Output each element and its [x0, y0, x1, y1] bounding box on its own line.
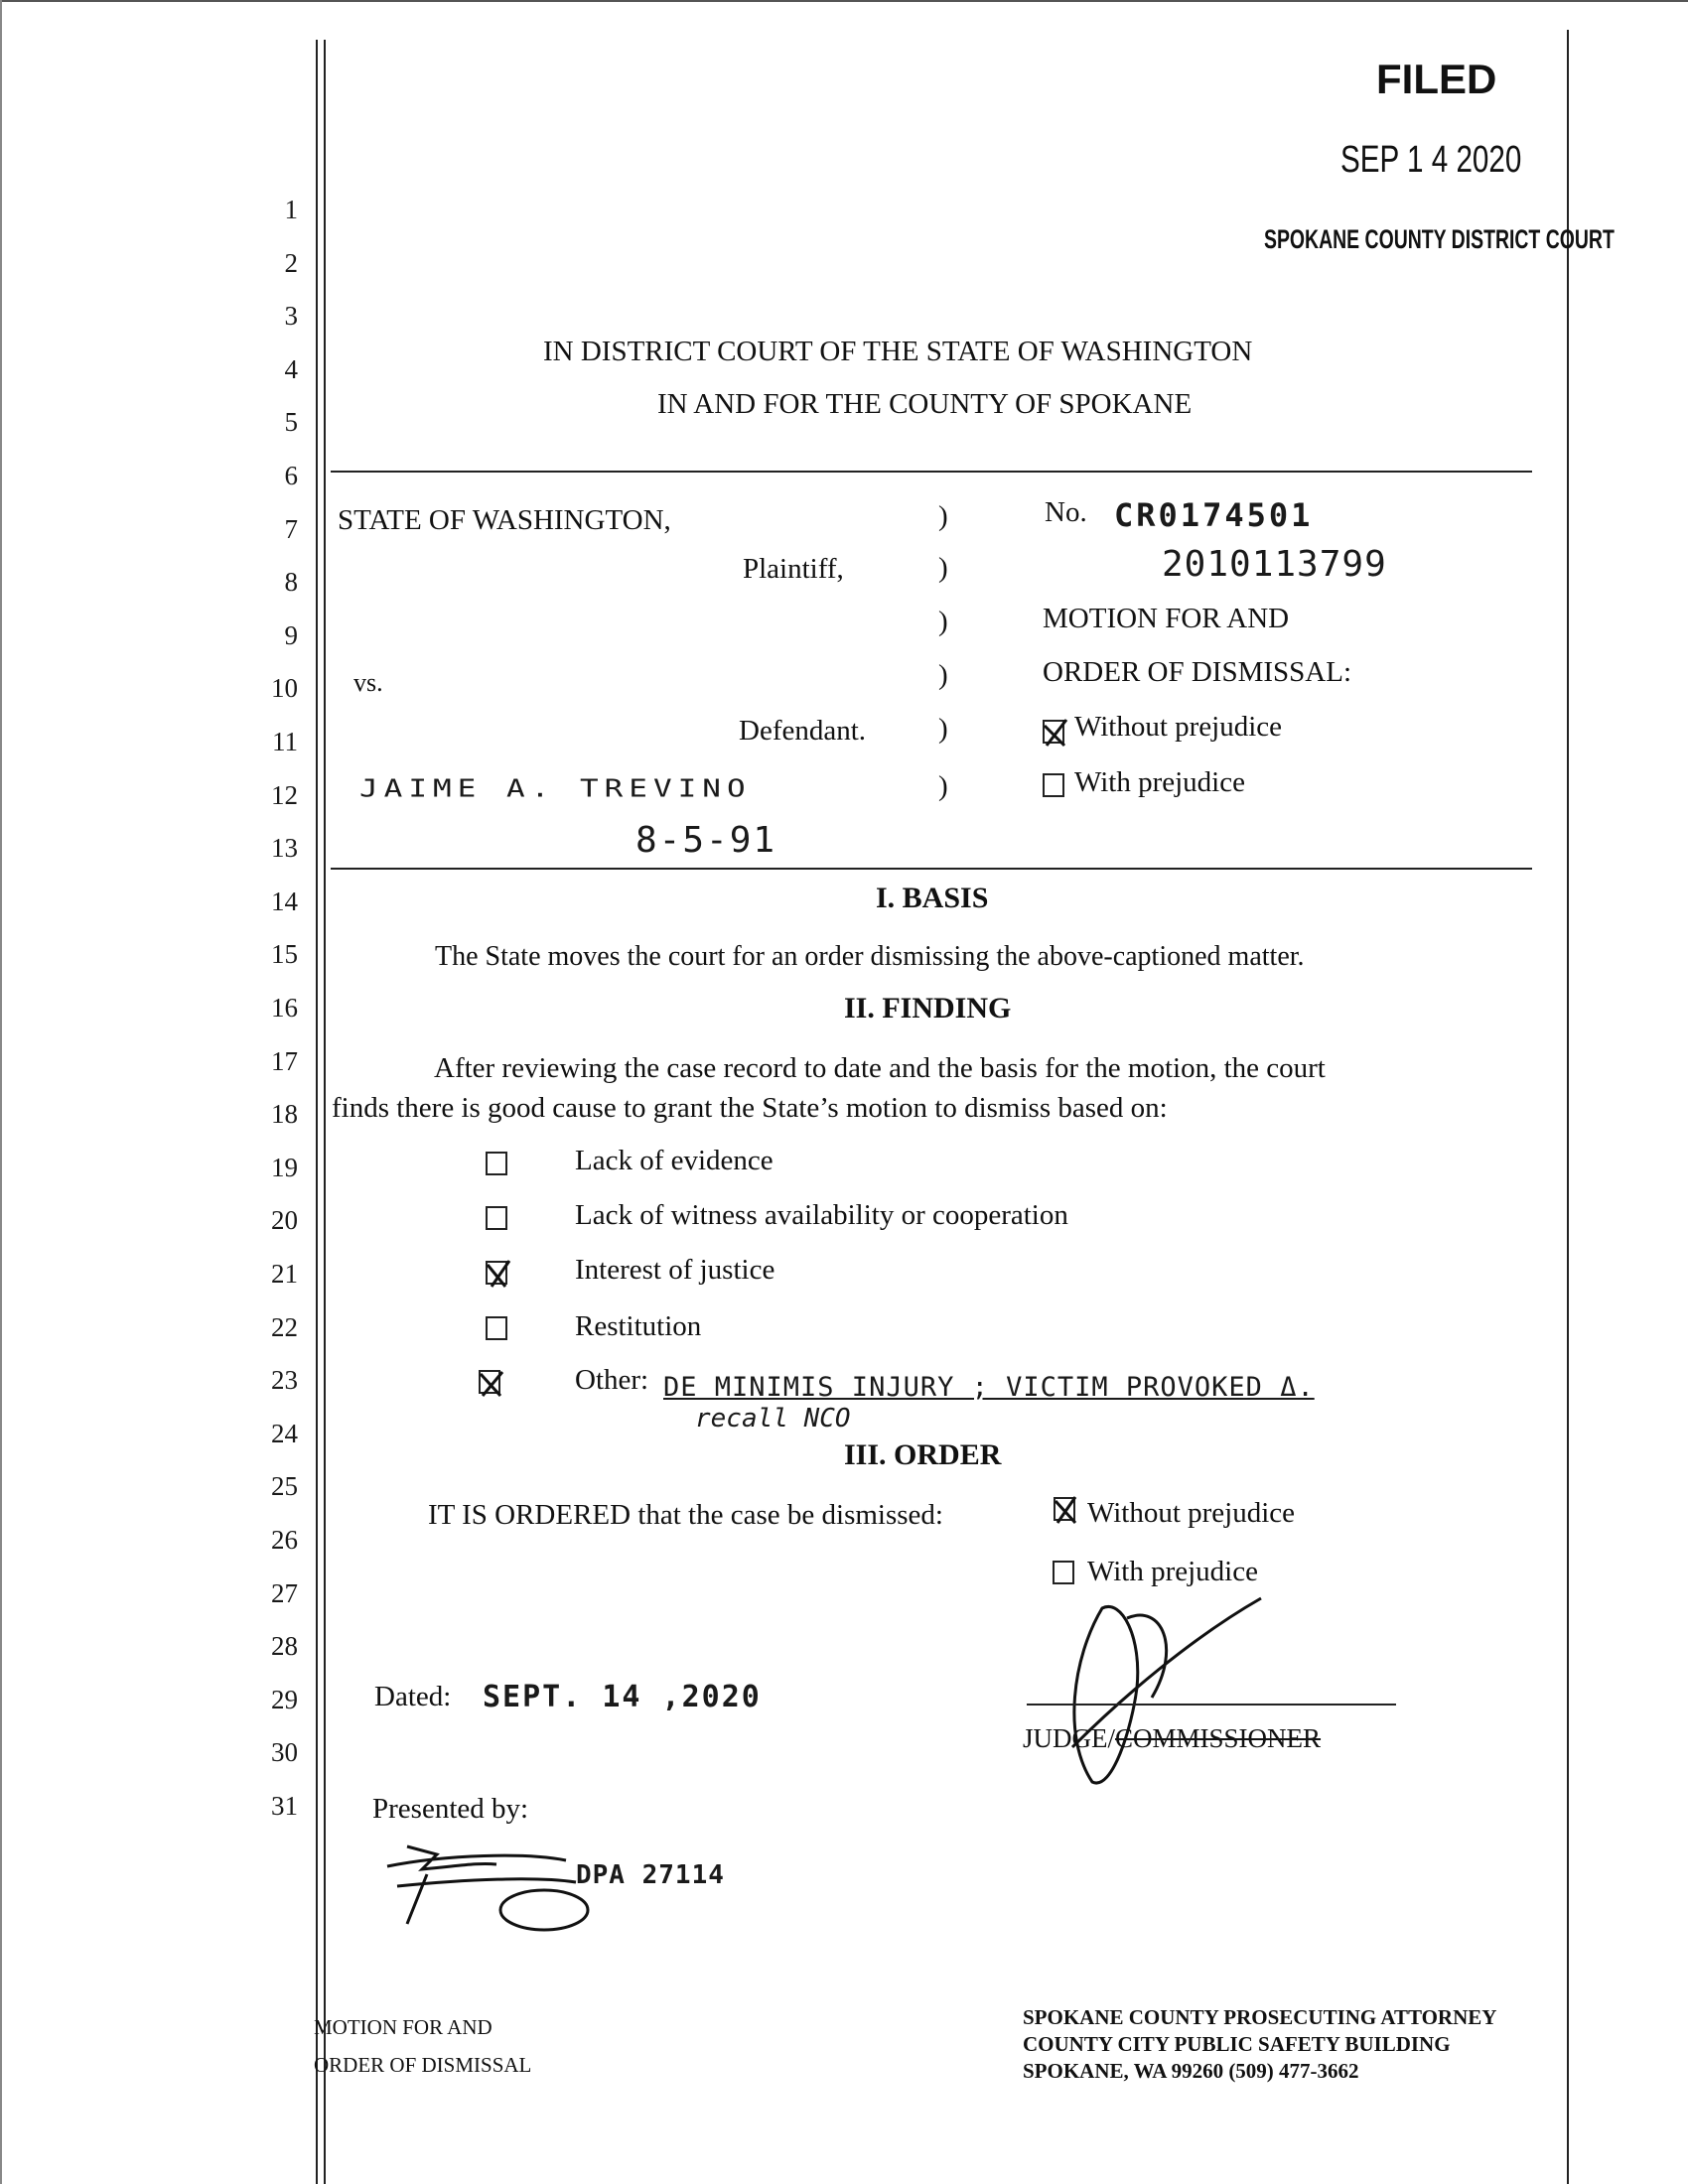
- checkmark-icon: [1052, 1493, 1083, 1527]
- footer-right-line2: COUNTY CITY PUBLIC SAFETY BUILDING: [1023, 2032, 1451, 2056]
- order-without-prejudice-checkbox[interactable]: [1054, 1497, 1075, 1521]
- margin-rule-right: [1567, 30, 1569, 2184]
- line-number: 14: [271, 887, 298, 916]
- finding-option-3-checkbox[interactable]: [486, 1316, 507, 1340]
- finding-option-1-checkbox[interactable]: [486, 1206, 507, 1230]
- line-number: 31: [271, 1791, 298, 1821]
- line-number: 10: [271, 673, 298, 703]
- order-with-prejudice-label: With prejudice: [1087, 1556, 1258, 1587]
- caption-paren-8: ): [938, 552, 948, 584]
- order-heading: III. ORDER: [844, 1438, 1002, 1471]
- caption-top-rule: [331, 471, 1532, 473]
- finding-option-0-checkbox[interactable]: [486, 1152, 507, 1175]
- margin-rule-left-outer: [316, 40, 318, 2184]
- top-scan-edge: [0, 0, 1688, 2]
- checkmark-icon: [1041, 716, 1072, 750]
- finding-option-4-label: Other:: [575, 1364, 649, 1396]
- line-number: 16: [271, 993, 298, 1023]
- line-number: 2: [284, 248, 298, 278]
- filed-stamp-court: SPOKANE COUNTY DISTRICT COURT: [1264, 224, 1615, 254]
- line-number: 25: [271, 1471, 298, 1501]
- finding-intro-line1: After reviewing the case record to date and the basis for the motion, the court: [434, 1052, 1326, 1084]
- defendant-dob-handwritten: 8-5-91: [635, 820, 777, 861]
- caption-paren-12: ): [938, 770, 948, 802]
- line-number: 18: [271, 1099, 298, 1129]
- finding-intro-line2: finds there is good cause to grant the State’s motion to dismiss based on:: [332, 1092, 1168, 1124]
- presenter-id: DPA 27114: [576, 1860, 725, 1890]
- line-number: 19: [271, 1153, 298, 1182]
- line-number: 17: [271, 1046, 298, 1076]
- checkmark-icon: [484, 1257, 515, 1291]
- case-number-1: CR0174501: [1114, 496, 1314, 534]
- order-text: IT IS ORDERED that the case be dismissed:: [428, 1499, 943, 1531]
- caption-without-prejudice-checkbox[interactable]: [1043, 720, 1064, 744]
- line-number: 21: [271, 1259, 298, 1289]
- judge-label-a: JUDGE/: [1023, 1723, 1115, 1753]
- line-number: 9: [284, 620, 298, 650]
- finding-option-3-label: Restitution: [575, 1310, 702, 1342]
- court-header-line2: IN AND FOR THE COUNTY OF SPOKANE: [657, 388, 1193, 420]
- basis-text: The State moves the court for an order dismissing the above-captioned matter.: [435, 941, 1305, 972]
- filed-stamp-date: SEP 1 4 2020: [1340, 139, 1522, 181]
- line-number: 20: [271, 1205, 298, 1235]
- finding-option-1-label: Lack of witness availability or cooperation: [575, 1199, 1068, 1231]
- line-number: 1: [284, 195, 298, 224]
- order-without-prejudice-label: Without prejudice: [1087, 1497, 1296, 1529]
- line-number: 12: [271, 780, 298, 810]
- footer-left-line2: ORDER OF DISMISSAL: [314, 2053, 532, 2077]
- court-header-line1: IN DISTRICT COURT OF THE STATE OF WASHINGTON: [543, 336, 1253, 367]
- finding-option-0-label: Lack of evidence: [575, 1145, 774, 1176]
- line-number: 3: [284, 301, 298, 331]
- judge-commissioner-label: [1023, 1723, 1321, 1754]
- caption-paren-11: ): [938, 713, 948, 745]
- caption-without-prejudice-label: Without prejudice: [1074, 711, 1283, 743]
- caption-paren-7: ): [938, 500, 948, 532]
- line-number: 6: [284, 461, 298, 490]
- line-number: 13: [271, 833, 298, 863]
- dated-label: Dated:: [374, 1681, 452, 1712]
- finding-option-2-label: Interest of justice: [575, 1254, 775, 1286]
- line-number: 15: [271, 939, 298, 969]
- dated-value: SEPT. 14 ,2020: [483, 1680, 762, 1714]
- footer-left-line1: MOTION FOR AND: [314, 2015, 492, 2039]
- footer-right-line1: SPOKANE COUNTY PROSECUTING ATTORNEY: [1023, 2005, 1497, 2029]
- line-number: 4: [284, 354, 298, 384]
- line-number: 23: [271, 1365, 298, 1395]
- caption-defendant: Defendant.: [739, 715, 867, 747]
- line-number: 11: [272, 727, 298, 756]
- line-number: 30: [271, 1737, 298, 1767]
- line-number: 24: [271, 1419, 298, 1448]
- caption-bottom-rule: [331, 868, 1532, 870]
- doc-title-line2: ORDER OF DISMISSAL:: [1043, 656, 1351, 688]
- judge-label-b: COMMISSIONER: [1115, 1723, 1322, 1753]
- line-number: 7: [284, 514, 298, 544]
- doc-title-line1: MOTION FOR AND: [1043, 603, 1290, 634]
- caption-paren-9: ): [938, 606, 948, 637]
- line-number: 27: [271, 1578, 298, 1608]
- margin-rule-left-inner: [324, 40, 326, 2184]
- caption-paren-10: ): [938, 659, 948, 691]
- line-number: 8: [284, 567, 298, 597]
- left-scan-edge: [0, 0, 2, 2184]
- judge-signature: [1033, 1578, 1350, 1797]
- caption-vs: vs.: [353, 668, 383, 697]
- finding-option-4-checkbox[interactable]: [479, 1370, 500, 1394]
- judge-signature-line: [1027, 1704, 1396, 1706]
- line-number: 28: [271, 1631, 298, 1661]
- finding-option-2-checkbox[interactable]: [486, 1261, 507, 1285]
- caption-with-prejudice-checkbox[interactable]: [1043, 773, 1064, 797]
- caption-plaintiff: Plaintiff,: [743, 553, 844, 585]
- line-number: 22: [271, 1312, 298, 1342]
- case-number-2: 2010113799: [1162, 544, 1387, 585]
- filed-stamp-label: FILED: [1376, 56, 1497, 102]
- line-number: 5: [284, 407, 298, 437]
- caption-state: STATE OF WASHINGTON,: [338, 504, 671, 536]
- caption-with-prejudice-label: With prejudice: [1074, 766, 1245, 798]
- defendant-name-handwritten: JAIME A. TREVINO: [359, 774, 752, 803]
- finding-other-text2: recall NCO: [695, 1404, 851, 1433]
- presented-by-label: Presented by:: [372, 1793, 529, 1825]
- case-no-label: No.: [1045, 496, 1087, 528]
- line-number: 26: [271, 1525, 298, 1555]
- basis-heading: I. BASIS: [876, 882, 989, 914]
- finding-other-text: DE MINIMIS INJURY ; VICTIM PROVOKED Δ.: [663, 1372, 1315, 1403]
- footer-right-line3: SPOKANE, WA 99260 (509) 477-3662: [1023, 2059, 1359, 2083]
- finding-heading: II. FINDING: [844, 992, 1012, 1024]
- line-number: 29: [271, 1685, 298, 1714]
- checkmark-icon: [477, 1366, 508, 1400]
